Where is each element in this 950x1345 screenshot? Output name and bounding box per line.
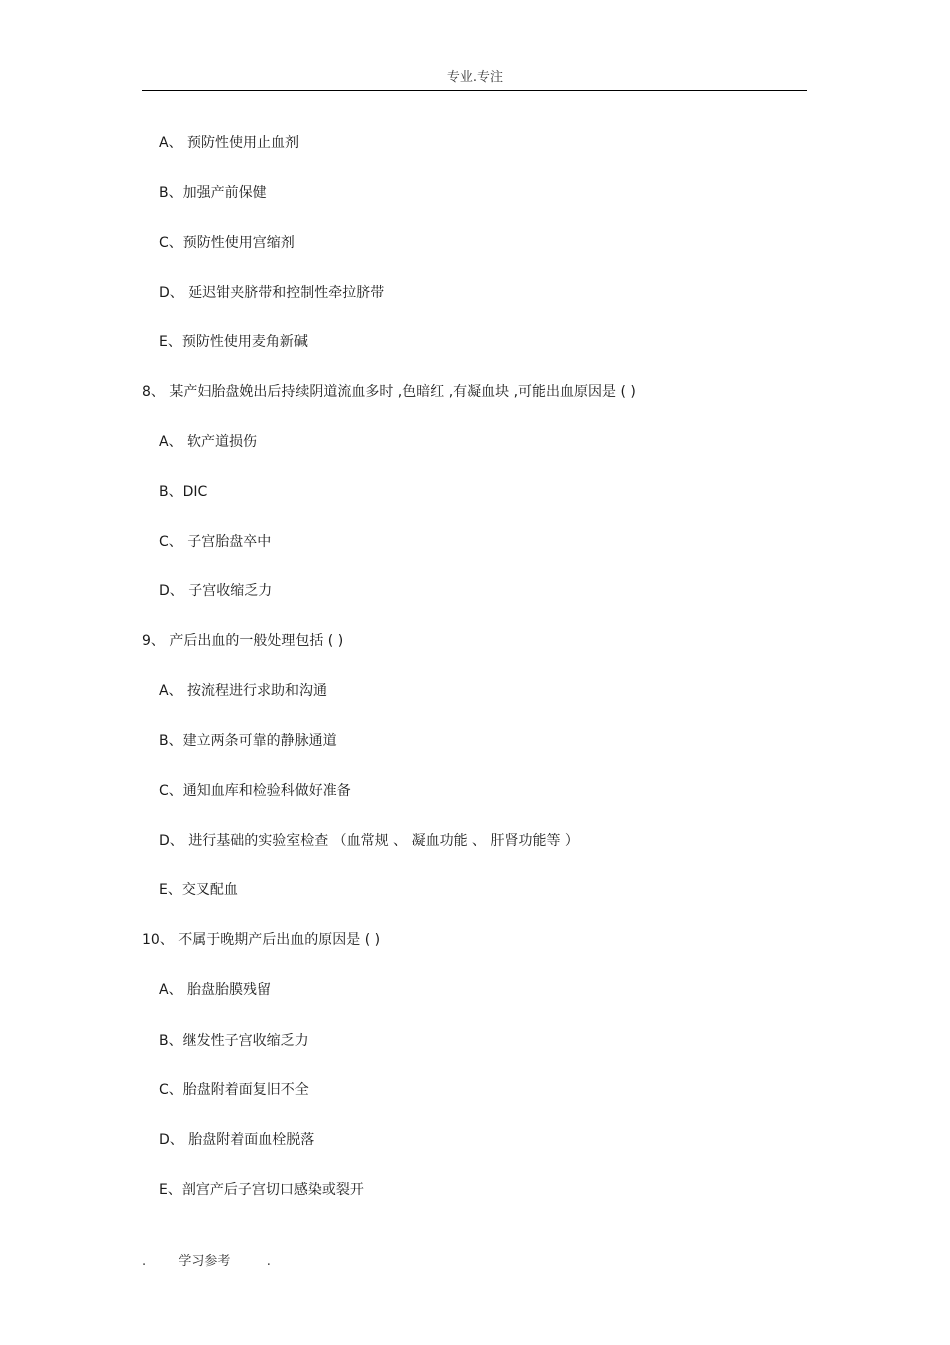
option-line: A、 预防性使用止血剂	[159, 135, 300, 151]
option-line: C、预防性使用宫缩剂	[159, 235, 295, 251]
option-line: C、通知血库和检验科做好准备	[159, 783, 351, 799]
option-line: D、 子宫收缩乏力	[159, 583, 273, 599]
footer-text: 学习参考	[178, 1254, 231, 1269]
question-line: 10、 不属于晚期产后出血的原因是 ( )	[142, 932, 381, 948]
footer-dot-right: .	[266, 1254, 271, 1269]
option-line: A、 软产道损伤	[159, 434, 258, 450]
question-line: 8、 某产妇胎盘娩出后持续阴道流血多时 ,色暗红 ,有凝血块 ,可能出血原因是 ( )	[142, 384, 636, 400]
page-header: 专业.专注	[446, 70, 504, 85]
option-line: B、继发性子宫收缩乏力	[159, 1033, 309, 1049]
question-line: 9、 产后出血的一般处理包括 ( )	[142, 633, 344, 649]
option-line: A、 按流程进行求助和沟通	[159, 683, 328, 699]
footer-dot-left: .	[142, 1254, 147, 1269]
option-line: A、 胎盘胎膜残留	[159, 982, 272, 998]
header-divider	[142, 90, 807, 91]
page-footer	[142, 1250, 271, 1269]
option-line: C、 子宫胎盘卒中	[159, 534, 272, 550]
option-line: B、建立两条可靠的静脉通道	[159, 733, 337, 749]
option-line: C、胎盘附着面复旧不全	[159, 1082, 309, 1098]
option-line: E、剖宫产后子宫切口感染或裂开	[159, 1182, 364, 1198]
option-line: D、 进行基础的实验室检查 （血常规 、 凝血功能 、 肝肾功能等 ）	[159, 833, 579, 849]
option-line: E、预防性使用麦角新碱	[159, 334, 308, 350]
option-line: E、交叉配血	[159, 882, 238, 898]
option-line: D、 延迟钳夹脐带和控制性牵拉脐带	[159, 285, 385, 301]
option-line: D、 胎盘附着面血栓脱落	[159, 1132, 315, 1148]
option-line: B、加强产前保健	[159, 185, 267, 201]
option-line: B、DIC	[159, 484, 208, 500]
